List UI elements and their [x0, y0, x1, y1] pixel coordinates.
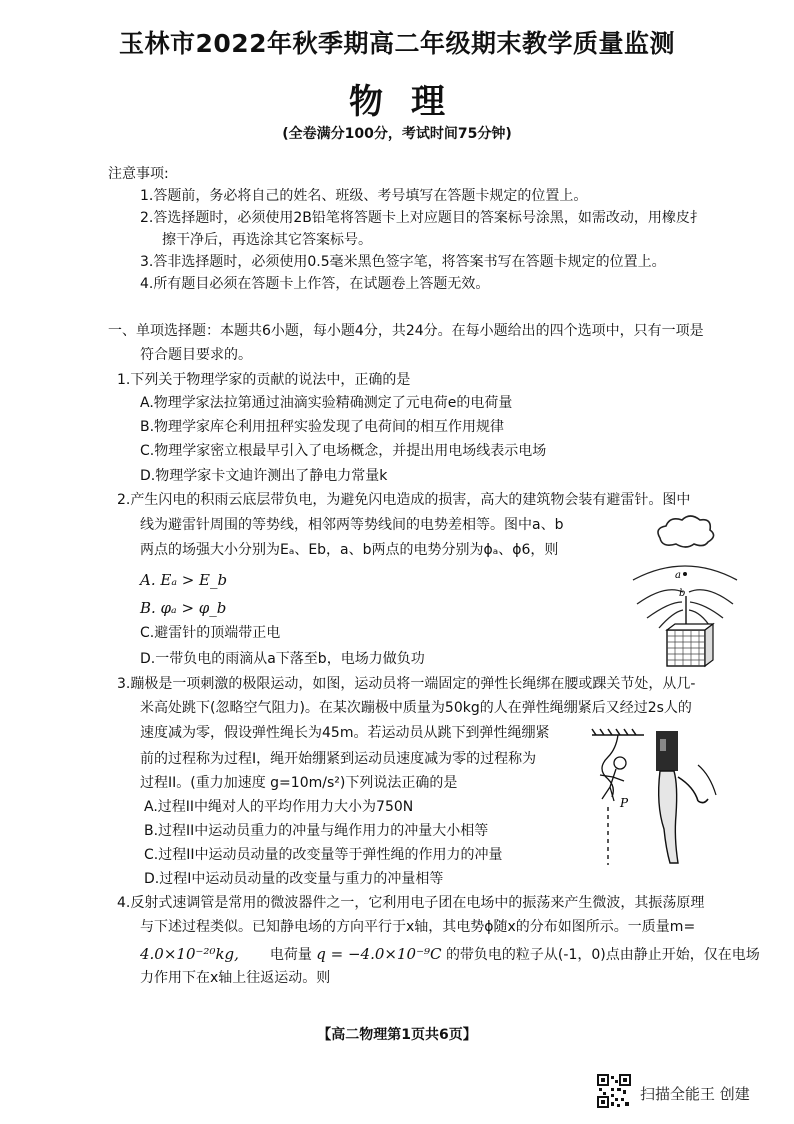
q4-charge-label: 电荷量 — [269, 947, 312, 963]
q4-mass: 4.0×10⁻²⁰kg, — [140, 945, 239, 963]
section-heading: 一、单项选择题：本题共6小题，每小题4分，共24分。在每小题给出的四个选项中，只有一项是 — [108, 323, 704, 339]
scanner-watermark: 扫描全能王 创建 — [640, 1085, 750, 1103]
section-heading-cont: 符合题目要求的。 — [140, 347, 252, 363]
notice-item: 1.答题前，务必将自己的姓名、班级、考号填写在答题卡规定的位置上。 — [140, 188, 588, 204]
q3-stem-line: 前的过程称为过程I，绳开始绷紧到运动员速度减为零的过程称为 — [140, 751, 537, 767]
point-a-label: a — [675, 570, 681, 581]
notice-item: 2.答选择题时，必须使用2B铅笔将答题卡上对应题目的答案标号涂黑，如需改动，用橡皮扌 — [140, 210, 704, 226]
point-a-marker — [683, 572, 687, 576]
bungee-figure — [586, 725, 734, 870]
point-p-label: P — [620, 796, 629, 810]
q1-option-d: D.物理学家卡文迪许测出了静电力常量k — [140, 468, 388, 484]
notice-item: 擦干净后，再选涂其它答案标号。 — [162, 232, 372, 248]
notice-item: 3.答非选择题时，必须使用0.5毫米黑色签字笔，将答案书写在答题卡规定的位置上。 — [140, 254, 666, 270]
q4-stem-line4: 力作用下在x轴上往返运动。则 — [140, 970, 331, 986]
q3-option-b: B.过程II中运动员重力的冲量与绳作用力的冲量大小相等 — [144, 823, 489, 839]
q1-option-c: C.物理学家密立根最早引入了电场概念，并提出用电场线表示电场 — [140, 443, 547, 459]
q2-option-b: B. φₐ > φ_b — [140, 599, 227, 617]
q4-stem-line1: 4.反射式速调管是常用的微波器件之一，它利用电子团在电场中的振荡来产生微波，其振荡原理 — [117, 895, 705, 911]
qr-code-icon — [597, 1074, 631, 1108]
q3-option-c: C.过程II中运动员动量的改变量等于弹性绳的作用力的冲量 — [144, 847, 503, 863]
lightning-rod-figure — [625, 512, 745, 672]
q3-option-a: A.过程II中绳对人的平均作用力大小为750N — [144, 799, 414, 815]
notice-heading: 注意事项: — [108, 166, 169, 182]
cloud-icon — [658, 516, 714, 547]
q2-option-d: D.一带负电的雨滴从a下落至b，电场力做负功 — [140, 651, 425, 667]
point-b-label: b — [679, 588, 686, 599]
q2-option-a: A. Eₐ > E_b — [140, 571, 228, 589]
building — [667, 624, 713, 666]
q4-stem-line2: 与下述过程类似。已知静电场的方向平行于x轴，其电势ϕ随x的分布如图所示。一质量m= — [140, 919, 696, 935]
q3-stem-line: 速度减为零，假设弹性绳长为45m。若运动员从跳下到弹性绳绷紧 — [140, 725, 550, 741]
exam-title: 玉林市2022年秋季期高二年级期末教学质量监测 — [118, 29, 676, 58]
q2-stem-line1: 2.产生闪电的积雨云底层带负电，为避免闪电造成的损害，高大的建筑物会装有避雷针。图中 — [117, 492, 691, 508]
q3-option-d: D.过程I中运动员动量的改变量与重力的冲量相等 — [144, 871, 444, 887]
q1-option-a: A.物理学家法拉第通过油滴实验精确测定了元电荷e的电荷量 — [140, 395, 513, 411]
page-footer: 【高二物理第1页共6页】 — [317, 1027, 477, 1043]
q2-stem-line2: 线为避雷针周围的等势线，相邻两等势线间的电势差相等。图中a、b — [140, 517, 564, 533]
subject-title: 物理 — [349, 82, 473, 122]
q4-stem-line3-tail: 的带负电的粒子从(-1，0)点由静止开始，仅在电场 — [445, 947, 760, 963]
q3-stem-line: 米高处跳下(忽略空气阻力)。在某次蹦极中质量为50kg的人在弹性绳绷紧后又经过2s人的 — [140, 700, 692, 716]
q2-option-c: C.避雷针的顶端带正电 — [140, 625, 281, 641]
q3-stem-line: 3.蹦极是一项刺激的极限运动，如图，运动员将一端固定的弹性长绳绑在腰或踝关节处，从几- — [117, 676, 696, 692]
notice-item: 4.所有题目必须在答题卡上作答，在试题卷上答题无效。 — [140, 276, 490, 292]
q1-stem: 1.下列关于物理学家的贡献的说法中，正确的是 — [117, 372, 411, 388]
q2-stem-line3: 两点的场强大小分别为Eₐ、Eb，a、b两点的电势分别为ϕₐ、ϕ6，则 — [140, 542, 559, 558]
q1-option-b: B.物理学家库仑利用扭秤实验发现了电荷间的相互作用规律 — [140, 419, 505, 435]
q3-stem-line: 过程II。(重力加速度 g=10m/s²)下列说法正确的是 — [140, 775, 458, 791]
hanging-person-photo — [656, 731, 716, 863]
q4-charge: q = −4.0×10⁻⁹C — [316, 945, 442, 963]
exam-meta: (全卷满分100分，考试时间75分钟) — [282, 126, 512, 142]
platform-left — [592, 729, 644, 735]
